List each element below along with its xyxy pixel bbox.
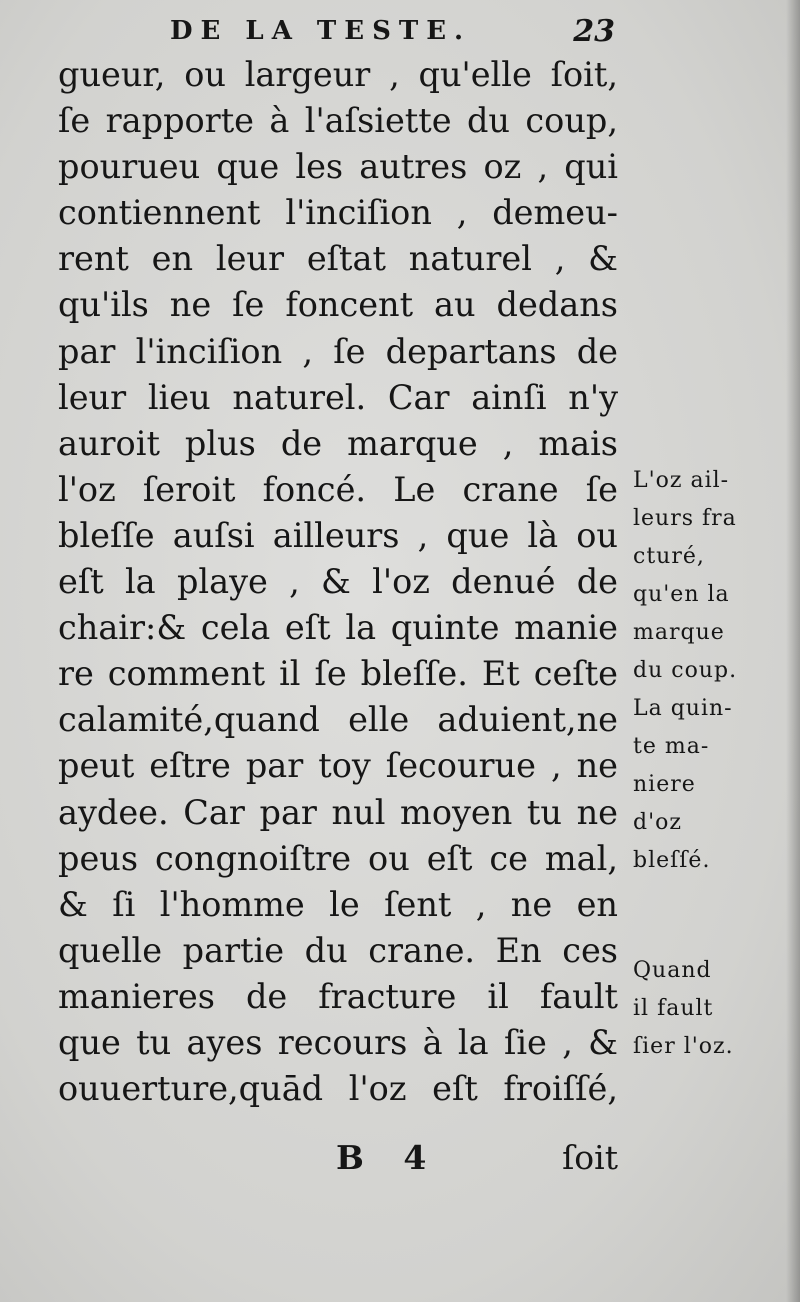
note-line: te ma- <box>633 734 710 759</box>
page-header <box>170 14 615 54</box>
note-line: cturé, <box>633 544 705 569</box>
note-line: bleſſé. <box>633 848 711 873</box>
margin-note-fracture <box>633 462 737 880</box>
text-line: rent en leur eſtat naturel , & <box>58 239 618 279</box>
note-line: du coup. <box>633 658 738 683</box>
text-line: qu'ils ne ſe foncent au dedans <box>58 285 618 325</box>
text-line: l'oz ſeroit foncé. Le crane ſe <box>58 469 618 509</box>
text-line: peut eſtre par toy ſecourue , ne <box>58 746 618 786</box>
text-line: calamité,quand elle aduient,ne <box>58 700 618 740</box>
signature-mark: B 4 <box>336 1138 441 1177</box>
catchword: ſoit <box>562 1138 618 1177</box>
note-line: marque <box>633 620 725 645</box>
note-line: niere <box>633 772 696 797</box>
note-line: leurs fra <box>633 506 737 531</box>
text-line: aydee. Car par nul moyen tu ne <box>58 792 618 832</box>
note-line: La quin- <box>633 696 733 721</box>
note-line: qu'en la <box>633 582 730 607</box>
text-line: leur lieu naturel. Car ainſi n'y <box>58 377 618 417</box>
text-line: contiennent l'inciſion , demeu- <box>58 193 618 233</box>
page-footer <box>58 1138 618 1188</box>
main-text-block <box>58 52 618 1112</box>
text-line: peus congnoiſtre ou eſt ce mal, <box>58 838 618 878</box>
text-line: quelle partie du crane. En ces <box>58 930 618 970</box>
text-line: pourueu que les autres oz , qui <box>58 147 618 187</box>
note-line: il fault <box>633 996 714 1021</box>
margin-note-saw <box>633 952 734 1066</box>
text-line: chair:& cela eſt la quinte manie <box>58 608 618 648</box>
text-line: & ſi l'homme le ſent , ne en <box>58 884 618 924</box>
text-line: que tu ayes recours à la ſie , & <box>58 1022 618 1062</box>
text-line: bleſſe auſsi ailleurs , que là ou <box>58 515 618 555</box>
text-line: par l'inciſion , ſe departans de <box>58 331 618 371</box>
running-title: DE LA TESTE. <box>170 16 472 46</box>
text-line: ouuerture,quād l'oz eſt froiſſé, <box>58 1069 618 1109</box>
text-line: ſe rapporte à l'aſsiette du coup, <box>58 101 618 141</box>
note-line: d'oz <box>633 810 682 835</box>
note-line: Quand <box>633 958 712 983</box>
text-line: manieres de fracture il fault <box>58 976 618 1016</box>
page-edge-shadow <box>786 0 800 1302</box>
note-line: L'oz ail- <box>633 468 730 493</box>
text-line: re comment il ſe bleſſe. Et ceſte <box>58 654 618 694</box>
note-line: ſier l'oz. <box>633 1034 734 1059</box>
page-number: 23 <box>573 14 615 49</box>
text-line: eſt la playe , & l'oz denué de <box>58 562 618 602</box>
text-line: auroit plus de marque , mais <box>58 423 618 463</box>
text-line: gueur, ou largeur , qu'elle ſoit, <box>58 55 618 94</box>
